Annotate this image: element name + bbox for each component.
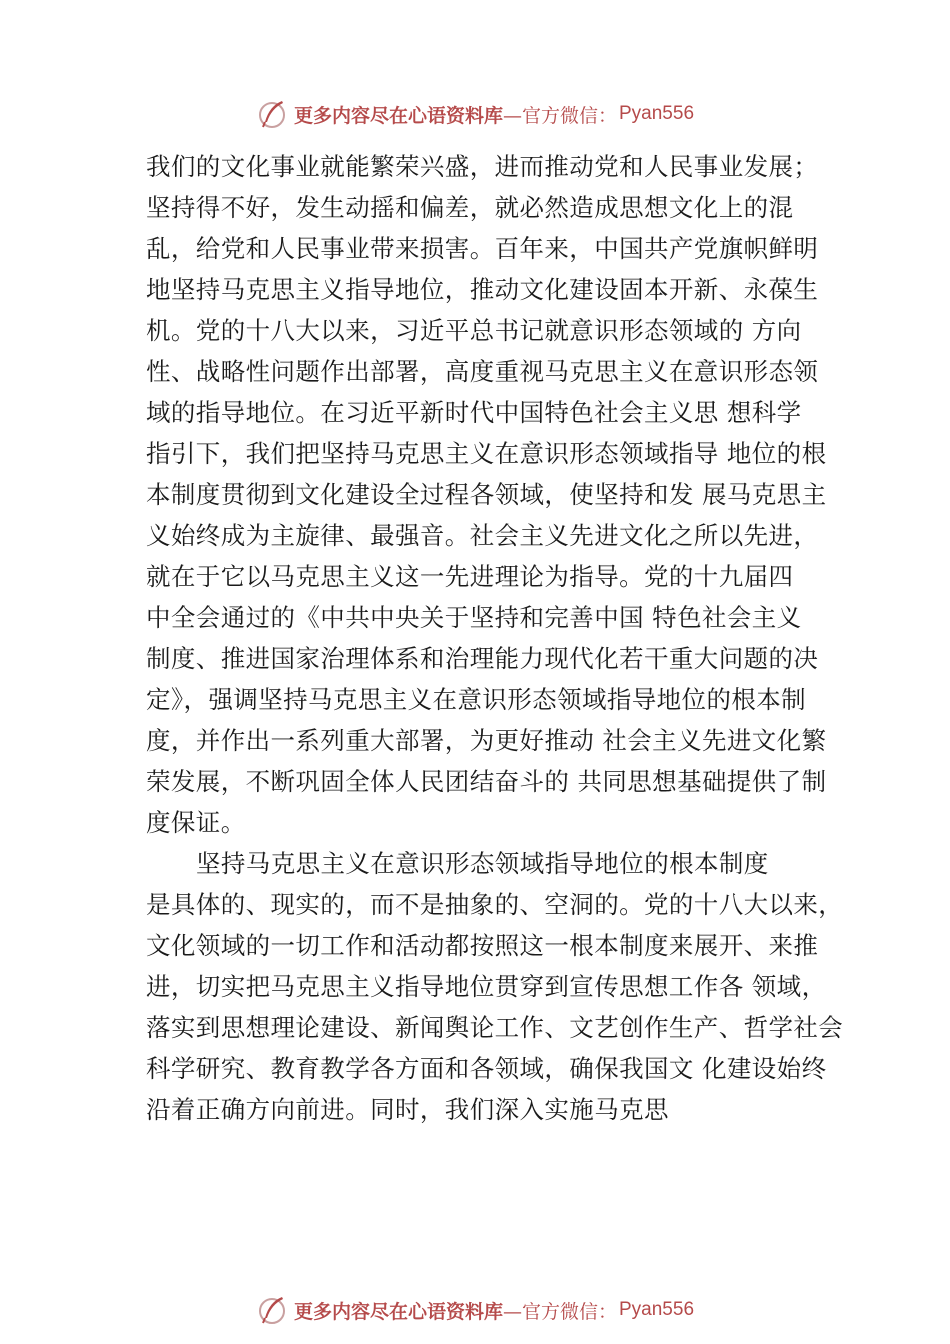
text-line: 中全会通过的《中共中央关于坚持和完善中国 特色社会主义 [146,603,802,632]
footer-watermark [0,1288,950,1332]
text-line: 域的指导地位。在习近平新时代中国特色社会主义思 想科学 [146,398,802,427]
text-line: 机。党的十八大以来，习近平总书记就意识形态领域的 方向 [146,316,802,345]
text-line: 我们的文化事业就能繁荣兴盛，进而推动党和人民事业发展； [146,152,819,181]
text-line: 落实到思想理论建设、新闻舆论工作、文艺创作生产、哲学社会 [146,1013,844,1042]
watermark-handle: Pyan556 [619,1299,695,1320]
text-line: 坚持马克思主义在意识形态领域指导地位的根本制度 [196,849,769,878]
watermark-brand: 更多内容尽在心语资料库 [293,1300,503,1323]
text-line: 定》，强调坚持马克思主义在意识形态领域指导地位的根本制 [146,685,807,714]
text-line: 坚持得不好，发生动摇和偏差，就必然造成思想文化上的混 [146,193,794,222]
text-line: 科学研究、教育教学各方面和各领域，确保我国文 化建设始终 [146,1054,827,1083]
text-line: 地坚持马克思主义指导地位，推动文化建设固本开新、永葆生 [146,275,819,304]
paragraph-1 [146,146,846,843]
watermark-handle: Pyan556 [619,103,695,124]
text-line: 制度、推进国家治理体系和治理能力现代化若干重大问题的决 [146,644,819,673]
watermark-brand: 更多内容尽在心语资料库 [293,104,503,127]
paragraph-2 [146,843,846,1130]
watermark-separator: —官方微信： [502,1300,617,1323]
feather-quill-icon [256,1294,288,1326]
text-line: 本制度贯彻到文化建设全过程各领域，使坚持和发 展马克思主 [146,480,827,509]
text-line: 指引下，我们把坚持马克思主义在意识形态领域指导 地位的根 [146,439,827,468]
text-line: 义始终成为主旋律、最强音。社会主义先进文化之所以先进， [146,521,819,550]
text-line: 性、战略性问题作出部署，高度重视马克思主义在意识形态领 [146,357,819,386]
text-line: 度，并作出一系列重大部署，为更好推动 社会主义先进文化繁 [146,726,827,755]
header-watermark [0,92,950,136]
text-line: 是具体的、现实的，而不是抽象的、空洞的。党的十八大以来， [146,890,844,919]
text-line: 就在于它以马克思主义这一先进理论为指导。党的十九届四 [146,562,794,591]
text-line: 度保证。 [146,808,246,837]
text-line: 文化领域的一切工作和活动都按照这一根本制度来展开、来推 [146,931,819,960]
watermark-separator: —官方微信： [502,104,617,127]
text-line: 沿着正确方向前进。同时，我们深入实施马克思 [146,1095,669,1124]
text-line: 乱，给党和人民事业带来损害。百年来，中国共产党旗帜鲜明 [146,234,819,263]
text-line: 进，切实把马克思主义指导地位贯穿到宣传思想工作各 领域， [146,972,827,1001]
text-line: 荣发展，不断巩固全体人民团结奋斗的 共同思想基础提供了制 [146,767,827,796]
document-body [146,146,846,1130]
feather-quill-icon [256,98,288,130]
